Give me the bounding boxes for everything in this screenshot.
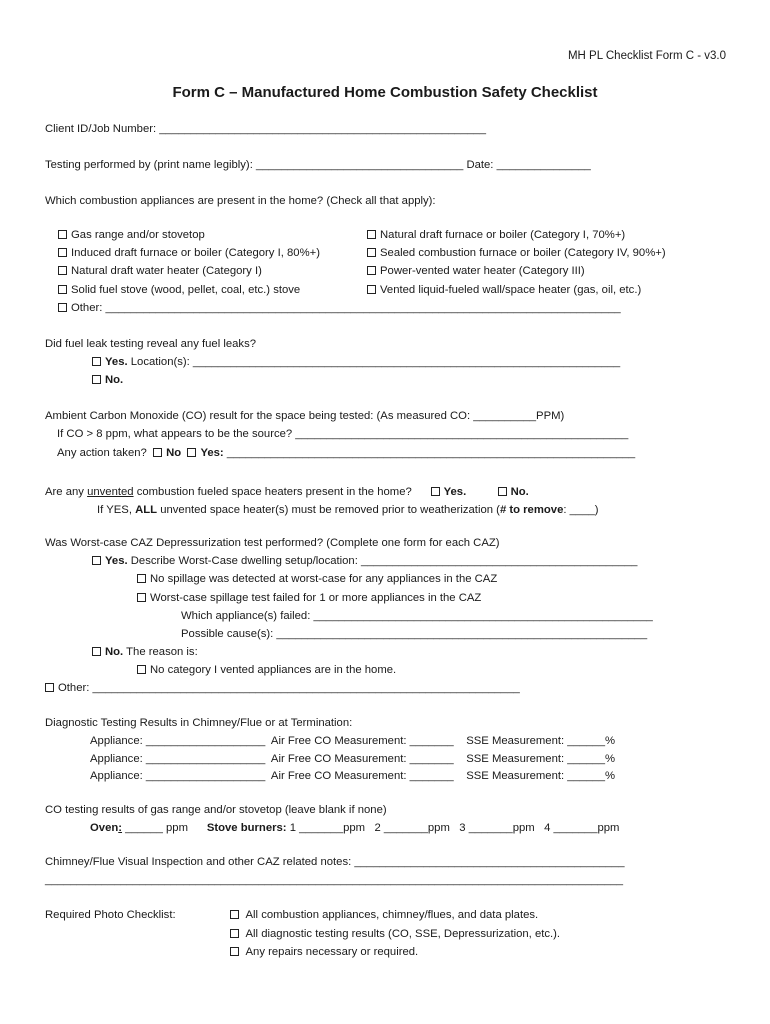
checkbox-icon[interactable] — [45, 683, 54, 692]
appliance-option-solid-fuel[interactable]: Solid fuel stove (wood, pellet, coal, etc.) stove — [58, 283, 300, 297]
client-id-field[interactable]: Client ID/Job Number: ____________________________________________________ — [45, 123, 486, 135]
checkbox-icon[interactable] — [58, 248, 67, 257]
appliance-option-natural-draft-water[interactable]: Natural draft water heater (Category I) — [58, 264, 262, 278]
ambient-co-field[interactable]: Ambient Carbon Monoxide (CO) result for the space being tested: (As measured CO: __________PPM) — [45, 410, 565, 422]
diagnostic-row[interactable]: Appliance: ___________________ Air Free CO Measurement: _______ SSE Measurement: ______% — [90, 770, 616, 782]
checkbox-icon[interactable] — [367, 285, 376, 294]
fuel-leak-yes[interactable]: Yes. Location(s): ____________________________________________________________________ — [92, 355, 620, 369]
appliance-option-gas-range[interactable]: Gas range and/or stovetop — [58, 228, 205, 242]
appliance-option-sealed-combustion[interactable]: Sealed combustion furnace or boiler (Category IV, 90%+) — [367, 246, 666, 260]
caz-which-failed[interactable]: Which appliance(s) failed: ______________________________________________________ — [181, 610, 653, 622]
chimney-notes-field[interactable]: Chimney/Flue Visual Inspection and other CAZ related notes: ___________________________________________ — [45, 856, 625, 868]
checkbox-icon[interactable] — [367, 248, 376, 257]
diagnostic-title: Diagnostic Testing Results in Chimney/Flue or at Termination: — [45, 717, 353, 729]
appliance-option-induced-draft[interactable]: Induced draft furnace or boiler (Category I, 80%+) — [58, 246, 320, 260]
checkbox-icon[interactable] — [92, 357, 101, 366]
checkbox-icon[interactable] — [58, 303, 67, 312]
checkbox-icon[interactable] — [153, 448, 162, 457]
caz-spillage-failed[interactable]: Worst-case spillage test failed for 1 or more appliances in the CAZ — [137, 591, 481, 605]
appliance-option-other[interactable]: Other: __________________________________________________________________________________ — [58, 301, 621, 315]
chimney-notes-line[interactable]: ____________________________________________________________________________________________ — [45, 874, 624, 886]
checkbox-icon[interactable] — [92, 375, 101, 384]
photo-item[interactable]: All combustion appliances, chimney/flues, and data plates. — [230, 908, 538, 922]
checkbox-icon[interactable] — [58, 230, 67, 239]
checkbox-icon[interactable] — [137, 593, 146, 602]
co-source-field[interactable]: If CO > 8 ppm, what appears to be the source? _____________________________________________________ — [57, 428, 629, 440]
range-co-fields[interactable]: Oven: ______ ppm Stove burners: 1 _______ppm 2 _______ppm 3 _______ppm 4 _______ppm — [90, 822, 620, 834]
appliance-option-power-vented[interactable]: Power-vented water heater (Category III) — [367, 264, 585, 278]
checkbox-icon[interactable] — [137, 665, 146, 674]
photo-checklist-label: Required Photo Checklist: — [45, 909, 176, 921]
unvented-question[interactable]: Are any unvented combustion fueled space heaters present in the home? Yes. No. — [45, 486, 529, 498]
form-version: MH PL Checklist Form C - v3.0 — [567, 50, 726, 62]
checkbox-icon[interactable] — [498, 487, 507, 496]
checkbox-icon[interactable] — [367, 230, 376, 239]
fuel-leak-question: Did fuel leak testing reveal any fuel leaks? — [45, 338, 256, 350]
checkbox-icon[interactable] — [58, 266, 67, 275]
co-action-taken[interactable]: Any action taken? No Yes: _________________________________________________________________ — [57, 447, 636, 459]
photo-item[interactable]: All diagnostic testing results (CO, SSE, Depressurization, etc.). — [230, 927, 560, 941]
caz-no-category[interactable]: No category I vented appliances are in the home. — [137, 663, 396, 677]
unvented-note: If YES, ALL unvented space heater(s) must be removed prior to weatherization (# to remove: ____) — [97, 504, 599, 516]
fuel-leak-no[interactable]: No. — [92, 373, 123, 387]
checkbox-icon[interactable] — [92, 647, 101, 656]
caz-other[interactable]: Other: ____________________________________________________________________ — [45, 681, 520, 695]
appliance-option-vented-liquid[interactable]: Vented liquid-fueled wall/space heater (gas, oil, etc.) — [367, 283, 641, 297]
caz-possible-cause[interactable]: Possible cause(s): ___________________________________________________________ — [181, 628, 648, 640]
caz-yes[interactable]: Yes. Describe Worst-Case dwelling setup/location: ____________________________________________ — [92, 554, 637, 568]
checkbox-icon[interactable] — [230, 910, 239, 919]
caz-question: Was Worst-case CAZ Depressurization test performed? (Complete one form for each CAZ) — [45, 537, 500, 549]
checkbox-icon[interactable] — [367, 266, 376, 275]
page-title: Form C – Manufactured Home Combustion Safety Checklist — [172, 84, 598, 101]
photo-item[interactable]: Any repairs necessary or required. — [230, 945, 418, 959]
checkbox-icon[interactable] — [58, 285, 67, 294]
checkbox-icon[interactable] — [230, 929, 239, 938]
diagnostic-row[interactable]: Appliance: ___________________ Air Free CO Measurement: _______ SSE Measurement: ______% — [90, 753, 616, 765]
checkbox-icon[interactable] — [92, 556, 101, 565]
testing-performed-field[interactable]: Testing performed by (print name legibly): _________________________________ Date: _______________ — [45, 159, 591, 171]
appliances-question: Which combustion appliances are present in the home? (Check all that apply): — [45, 195, 436, 207]
caz-no[interactable]: No. The reason is: — [92, 645, 198, 659]
caz-no-spillage[interactable]: No spillage was detected at worst-case for any appliances in the CAZ — [137, 572, 497, 586]
range-co-title: CO testing results of gas range and/or stovetop (leave blank if none) — [45, 804, 387, 816]
appliance-option-natural-draft-furnace[interactable]: Natural draft furnace or boiler (Category I, 70%+) — [367, 228, 625, 242]
checkbox-icon[interactable] — [187, 448, 196, 457]
checkbox-icon[interactable] — [137, 574, 146, 583]
checkbox-icon[interactable] — [230, 947, 239, 956]
checkbox-icon[interactable] — [431, 487, 440, 496]
diagnostic-row[interactable]: Appliance: ___________________ Air Free CO Measurement: _______ SSE Measurement: ______% — [90, 735, 616, 747]
